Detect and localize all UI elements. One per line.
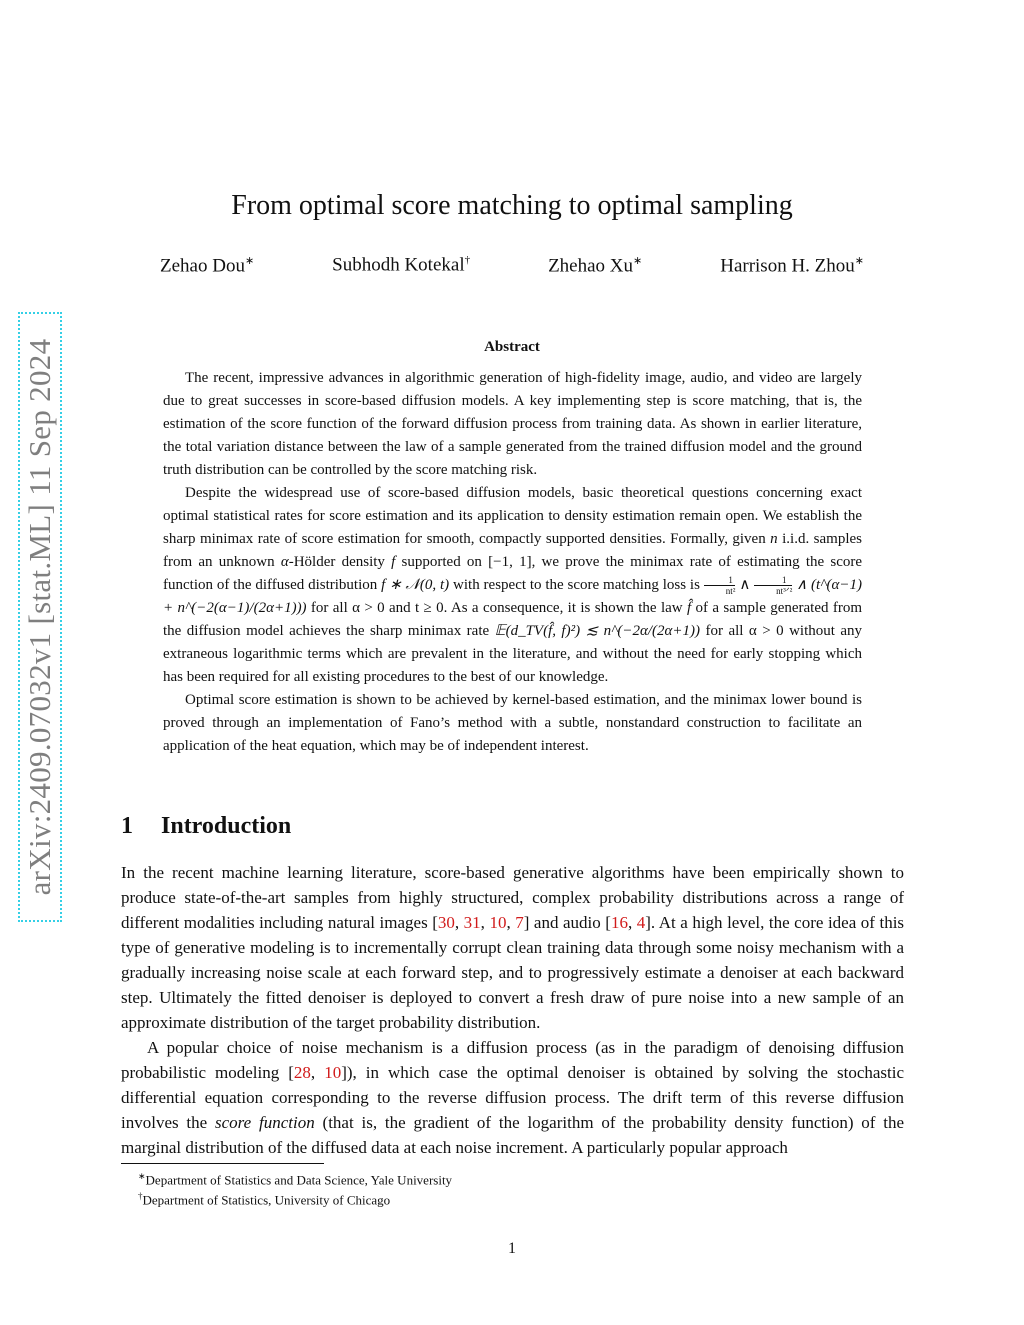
author: Harrison H. Zhou∗ <box>720 255 864 277</box>
footnote: ∗Department of Statistics and Data Science, Yale University <box>138 1171 453 1188</box>
intro-body <box>121 860 904 1160</box>
citation-link[interactable]: 28 <box>293 1063 311 1082</box>
abstract-paragraph: Optimal score estimation is shown to be achieved by kernel-based estimation, and the minimax lower bound is proved through an implementation of Fano’s method with a subtle, nonstandard construction to facilitate an application of the heat equation, which may be of independent interest. <box>163 692 862 754</box>
arxiv-stamp <box>18 312 62 922</box>
paper-title: From optimal score matching to optimal sampling <box>231 190 793 221</box>
abstract-paragraph: The recent, impressive advances in algorithmic generation of high-fidelity image, audio, and video are largely due to great successes in score-based diffusion models. A key implementing step is score matching, that is, the estimation of the score function of the forward diffusion process from training data. As shown in earlier literature, the total variation distance between the law of a sample generated from the trained diffusion model and the ground truth distribution can be controlled by the score matching risk. <box>163 370 862 478</box>
citation-link[interactable]: 16 <box>610 913 628 932</box>
footnotes <box>138 1168 452 1209</box>
citation-link[interactable]: 30 <box>437 913 455 932</box>
author: Subhodh Kotekal† <box>332 254 471 276</box>
abstract-body <box>163 367 862 758</box>
footnote-divider <box>121 1163 324 1164</box>
intro-paragraph: A popular choice of noise mechanism is a diffusion process (as in the paradigm of denoising diffusion probabilistic modeling [28, 10]), in which case the optimal denoiser is obtained by solving the stochastic differential equation corresponding to the reverse diffusion process. The drift term of this reverse diffusion involves the score function (that is, the gradient of the logarithm of the probability density function) of the marginal distribution of the diffused data at each noise increment. A particularly popular approach <box>121 1038 905 1157</box>
page-number: 1 <box>508 1240 516 1257</box>
abstract-paragraph: Despite the widespread use of score-based diffusion models, basic theoretical questions concerning exact optimal statistical rates for score estimation and its application to density estimation remain open. We establish the sharp minimax rate of score estimation for smooth, compactly supported densities. Formally, given n i.i.d. samples from an unknown α-Hölder density f supported on [−1, 1], we prove the minimax rate of estimating the score function of the diffused distribution f ∗ 𝒩(0, t) with respect to the score matching loss is $\frac{1}{\text{nt²}}$ ∧ $\frac{1}{\text{nt³ᐟ²}}$ ∧ (t^(α−1) + n^(−2(α−1)/(2α+1))) for all α > 0 and t ≥ 0. As a consequence, it is shown the law f̂ of a sample generated from the diffusion model achieves the sharp minimax rate 𝔼(d_TV(f̂, f)²) ≲ n^(−2α/(2α+1)) for all α > 0 without any extraneous logarithmic terms which are prevalent in the literature, and without the need for early stopping which has been required for all existing procedures to the best of our knowledge. <box>163 485 863 685</box>
citation-link[interactable]: 4 <box>636 913 646 932</box>
author: Zhehao Xu∗ <box>548 255 643 277</box>
author-list <box>160 254 864 277</box>
abstract-heading: Abstract <box>484 339 540 355</box>
author: Zehao Dou∗ <box>160 255 255 277</box>
fraction: $\frac{1}{\text{nt³ᐟ²}}$ <box>754 575 792 596</box>
section-heading: 1 Introduction <box>121 813 292 839</box>
arxiv-stamp-text: arXiv:2409.07032v1 [stat.ML] 11 Sep 2024 <box>22 338 57 896</box>
fraction: $\frac{1}{\text{nt²}}$ <box>704 575 736 596</box>
intro-paragraph: In the recent machine learning literature, score-based generative algorithms have been empirically shown to produce state-of-the-art samples from highly structured, complex probability distributions across a range of different modalities including natural images [30, 31, 10, 7] and audio [16, 4]. At a high level, the core idea of this type of generative modeling is to incrementally corrupt clean training data through some noisy mechanism with a gradually increasing noise scale at each forward step, and to progressively estimate a denoiser at each backward step. Ultimately the fitted denoiser is deployed to convert a fresh draw of pure noise into a new sample of an approximate distribution of the target probability distribution. <box>121 863 905 1032</box>
footnote: †Department of Statistics, University of Chicago <box>138 1191 391 1208</box>
citation-link[interactable]: 10 <box>324 1063 342 1082</box>
citation-link[interactable]: 7 <box>515 913 524 932</box>
citation-link[interactable]: 10 <box>489 913 507 932</box>
citation-link[interactable]: 31 <box>463 913 481 932</box>
